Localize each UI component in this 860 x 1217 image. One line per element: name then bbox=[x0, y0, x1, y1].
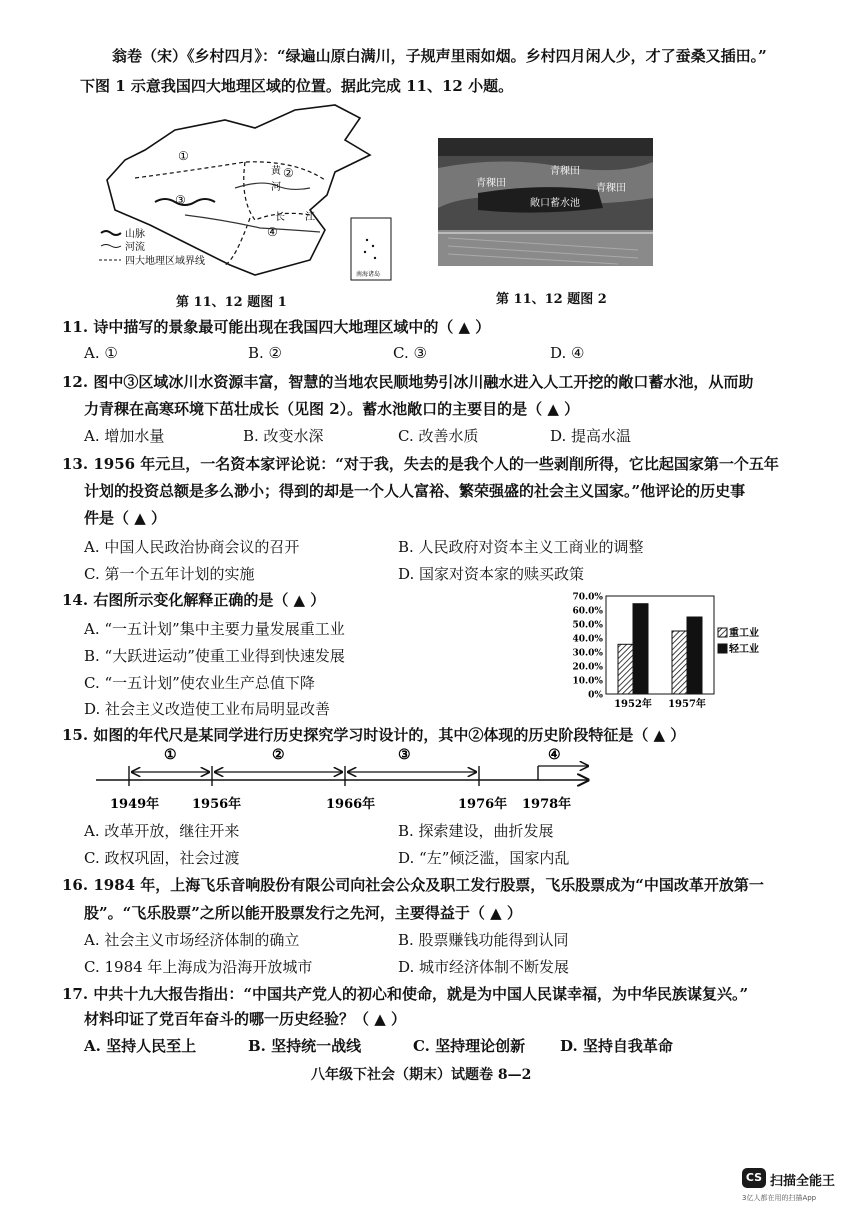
q14-stem: 14. 右图所示变化解释正确的是（ ▲ ） bbox=[62, 591, 326, 609]
y-tick-label: 0% bbox=[588, 690, 603, 701]
photo-label-field-1: 青稞田 bbox=[476, 178, 506, 189]
figure2-caption: 第 11、12 题图 2 bbox=[496, 292, 607, 307]
q14-option-c[interactable]: C. “一五计划”使农业生产总值下降 bbox=[84, 674, 315, 692]
q16-option-d[interactable]: D. 城市经济体制不断发展 bbox=[398, 958, 570, 976]
river-label-chang: 长 bbox=[275, 212, 285, 223]
q12-option-b[interactable]: B. 改变水深 bbox=[243, 427, 324, 445]
figure1-caption: 第 11、12 题图 1 bbox=[176, 295, 287, 310]
legend-river-icon bbox=[101, 245, 121, 248]
y-tick-label: 70.0% bbox=[572, 592, 603, 603]
q11-option-d[interactable]: D. ④ bbox=[550, 344, 585, 362]
river-label-jiang: 江 bbox=[305, 212, 315, 223]
q11-option-b[interactable]: B. ② bbox=[248, 344, 283, 362]
timeline-year-1949: 1949年 bbox=[110, 797, 160, 812]
legend-heavy-label: 重工业 bbox=[729, 628, 759, 639]
page-footer-label: 八年级下社会（期末）试题卷 8—2 bbox=[311, 1067, 532, 1083]
intro-lead: 下图 1 示意我国四大地理区域的位置。据此完成 11、12 小题。 bbox=[80, 77, 514, 95]
y-tick-label: 10.0% bbox=[572, 676, 603, 687]
river-label-huang: 黄 bbox=[271, 166, 281, 177]
q11-option-a[interactable]: A. ① bbox=[84, 344, 118, 362]
q17-stem-line2: 材料印证了党百年奋斗的哪一历史经验？（ ▲ ） bbox=[84, 1010, 406, 1028]
region-marker-4: ④ bbox=[267, 225, 278, 239]
y-tick-label: 60.0% bbox=[572, 606, 603, 617]
q13-option-a[interactable]: A. 中国人民政治协商会议的召开 bbox=[84, 538, 300, 556]
legend-mountain: 山脉 bbox=[125, 229, 145, 240]
legend-mountain-icon bbox=[101, 231, 121, 235]
q12-stem-line2: 力青稞在高寒环境下茁壮成长（见图 2）。蓄水池敞口的主要目的是（ ▲ ） bbox=[84, 400, 580, 418]
q16-stem-line1: 16. 1984 年，上海飞乐音响股份有限公司向社会公众及职工发行股票，飞乐股票成为“中国改革开放第一 bbox=[62, 876, 764, 894]
q16-stem-line2: 股”。“飞乐股票”之所以能开股票发行之先河，主要得益于（ ▲ ） bbox=[84, 904, 522, 922]
chart-bars bbox=[618, 604, 702, 694]
legend-river: 河流 bbox=[125, 242, 145, 253]
inset-label: 南海诸岛 bbox=[356, 271, 381, 278]
q15-option-a[interactable]: A. 改革开放，继往开来 bbox=[84, 822, 240, 840]
q15-option-c[interactable]: C. 政权巩固，社会过渡 bbox=[84, 849, 240, 867]
china-outline bbox=[107, 105, 370, 275]
photo-label-field-2: 青稞田 bbox=[550, 166, 580, 177]
region-marker-1: ① bbox=[178, 149, 189, 163]
bar-heavy-0 bbox=[618, 644, 633, 694]
history-timeline bbox=[90, 742, 610, 812]
scanner-logo-icon: CS bbox=[742, 1168, 766, 1188]
q13-stem-line3: 件是（ ▲ ） bbox=[84, 509, 166, 527]
bar-light-1 bbox=[687, 617, 702, 694]
q12-stem-line1: 12. 图中③区域冰川水资源丰富，智慧的当地农民顺地势引冰川融水进入人工开挖的敞口蓄水池，从而助 bbox=[62, 373, 754, 391]
timeline-year-1966: 1966年 bbox=[326, 797, 376, 812]
yangtze-river bbox=[185, 215, 320, 232]
q12-option-a[interactable]: A. 增加水量 bbox=[84, 427, 165, 445]
poem-line: 翁卷（宋）《乡村四月》：“绿遍山原白满川，子规声里雨如烟。乡村四月闲人少，才了蚕桑又插田。” bbox=[112, 47, 767, 65]
timeline-year-1978: 1978年 bbox=[522, 797, 572, 812]
timeline-marker-3: ③ bbox=[398, 747, 411, 763]
q14-option-d[interactable]: D. 社会主义改造使工业布局明显改善 bbox=[84, 700, 331, 718]
legend-heavy-swatch bbox=[718, 628, 727, 637]
figure1-map bbox=[95, 100, 405, 285]
bar-light-0 bbox=[633, 604, 648, 694]
q15-option-b[interactable]: B. 探索建设，曲折发展 bbox=[398, 822, 554, 840]
y-tick-label: 40.0% bbox=[572, 634, 603, 645]
chart-y-axis bbox=[573, 593, 604, 701]
q13-option-b[interactable]: B. 人民政府对资本主义工商业的调整 bbox=[398, 538, 644, 556]
q17-option-c[interactable]: C. 坚持理论创新 bbox=[413, 1037, 526, 1055]
q17-option-d[interactable]: D. 坚持自我革命 bbox=[560, 1037, 673, 1055]
q13-option-c[interactable]: C. 第一个五年计划的实施 bbox=[84, 565, 255, 583]
q13-option-d[interactable]: D. 国家对资本家的赎买政策 bbox=[398, 565, 585, 583]
q12-option-c[interactable]: C. 改善水质 bbox=[398, 427, 479, 445]
timeline-marker-4: ④ bbox=[548, 747, 561, 763]
q17-option-b[interactable]: B. 坚持统一战线 bbox=[248, 1037, 362, 1055]
q11-option-c[interactable]: C. ③ bbox=[393, 344, 427, 362]
x-tick-label: 1952年 bbox=[614, 699, 652, 710]
y-tick-label: 20.0% bbox=[572, 662, 603, 673]
region-boundary-north bbox=[135, 162, 325, 180]
photo-label-pool: 敞口蓄水池 bbox=[530, 198, 580, 209]
q15-stem: 15. 如图的年代尺是某同学进行历史探究学习时设计的，其中②体现的历史阶段特征是（ ▲ ） bbox=[62, 726, 686, 744]
q16-option-b[interactable]: B. 股票赚钱功能得到认同 bbox=[398, 931, 569, 949]
x-tick-label: 1957年 bbox=[668, 699, 706, 710]
q12-option-d[interactable]: D. 提高水温 bbox=[550, 427, 632, 445]
region-marker-2: ② bbox=[283, 166, 294, 180]
timeline-marker-2: ② bbox=[272, 747, 285, 763]
q16-option-a[interactable]: A. 社会主义市场经济体制的确立 bbox=[84, 931, 300, 949]
legend-boundary: 四大地理区域界线 bbox=[125, 256, 205, 267]
scanner-brand-name: 扫描全能王 bbox=[770, 1174, 836, 1189]
timeline-year-1976: 1976年 bbox=[458, 797, 508, 812]
y-tick-label: 50.0% bbox=[572, 620, 603, 631]
river-label-he: 河 bbox=[271, 182, 281, 193]
scanner-brand-slogan: 3亿人都在用的扫描App bbox=[742, 1194, 817, 1202]
q11-stem: 11. 诗中描写的景象最可能出现在我国四大地理区域中的（ ▲ ） bbox=[62, 318, 491, 336]
q15-option-d[interactable]: D. “左”倾泛滥，国家内乱 bbox=[398, 849, 570, 867]
q13-stem-line2: 计划的投资总额是多么渺小；得到的却是一个人人富裕、繁荣强盛的社会主义国家。”他评论的历史事 bbox=[84, 482, 746, 500]
legend-light-label: 轻工业 bbox=[729, 644, 759, 655]
photo-label-field-3: 青稞田 bbox=[596, 183, 626, 194]
q16-option-c[interactable]: C. 1984 年上海成为沿海开放城市 bbox=[84, 958, 313, 976]
timeline-marker-1: ① bbox=[164, 747, 177, 763]
q13-stem-line1: 13. 1956 年元旦，一名资本家评论说：“对于我，失去的是我个人的一些剥削所得，它比起国家第一个五年 bbox=[62, 455, 779, 473]
q17-stem-line1: 17. 中共十九大报告指出：“中国共产党人的初心和使命，就是为中国人民谋幸福，为中华民族谋复兴。” bbox=[62, 985, 749, 1003]
bar-heavy-1 bbox=[672, 631, 687, 694]
q14-option-b[interactable]: B. “大跃进运动”使重工业得到快速发展 bbox=[84, 647, 345, 665]
q17-option-a[interactable]: A. 坚持人民至上 bbox=[84, 1037, 197, 1055]
chart-x-axis bbox=[614, 697, 706, 710]
q14-option-a[interactable]: A. “一五计划”集中主要力量发展重工业 bbox=[84, 620, 345, 638]
legend-light-swatch bbox=[718, 644, 727, 653]
timeline-year-1956: 1956年 bbox=[192, 797, 242, 812]
industry-chart bbox=[556, 590, 772, 712]
figure2-photo bbox=[438, 138, 653, 266]
y-tick-label: 30.0% bbox=[572, 648, 603, 659]
region-marker-3: ③ bbox=[175, 193, 186, 207]
